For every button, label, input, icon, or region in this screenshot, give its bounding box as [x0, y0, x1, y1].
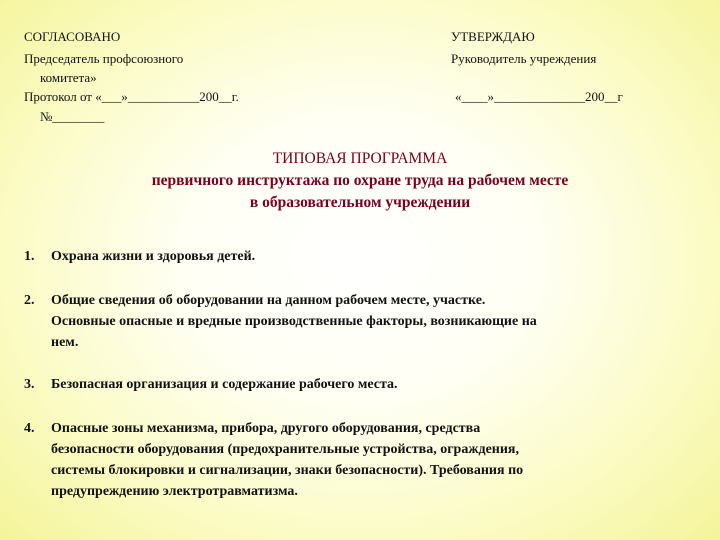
protocol-number: №________	[40, 109, 105, 124]
list-item-number: 4.	[24, 421, 35, 436]
document-subtitle-line-2: в образовательном учреждении	[249, 194, 471, 211]
head-of-institution: Руководитель учреждения	[451, 51, 597, 66]
approved-label: СОГЛАСОВАНО	[24, 29, 121, 44]
list-item-text-line: нем.	[51, 335, 79, 350]
approve-label: УТВЕРЖДАЮ	[451, 29, 535, 44]
list-item-text-line: безопасности оборудования (предохранительные устройства, ограждения,	[51, 442, 520, 457]
list-item-number: 3.	[24, 377, 35, 392]
document-title: ТИПОВАЯ ПРОГРАММА	[272, 150, 448, 167]
list-item-4	[24, 418, 704, 502]
list-item-text-line: Охрана жизни и здоровья детей.	[51, 249, 256, 264]
list-item-text-line: системы блокировки и сигнализации, знаки безопасности). Требования по	[51, 463, 524, 478]
list-item-text-line: Безопасная организация и содержание рабочего места.	[51, 377, 398, 392]
list-item-text-line: предупреждению электротравматизма.	[51, 484, 298, 499]
document-subtitle-line-1: первичного инструктажа по охране труда на рабочем месте	[151, 172, 569, 189]
chairman-line-2: комитета»	[40, 70, 97, 85]
approval-date-line: «____»______________200__г	[455, 89, 623, 104]
list-item-number: 2.	[24, 293, 35, 308]
chairman-line-1: Председатель профсоюзного	[24, 51, 184, 66]
list-item-number: 1.	[24, 249, 35, 264]
list-item-text-line: Опасные зоны механизма, прибора, другого оборудования, средства	[51, 421, 481, 436]
list-item-text-line: Основные опасные и вредные производственные факторы, возникающие на	[51, 314, 537, 329]
list-item-2	[24, 290, 704, 353]
list-item-text-line: Общие сведения об оборудовании на данном рабочем месте, участке.	[51, 293, 486, 308]
protocol-line: Протокол от «___»___________200__г.	[24, 89, 239, 104]
